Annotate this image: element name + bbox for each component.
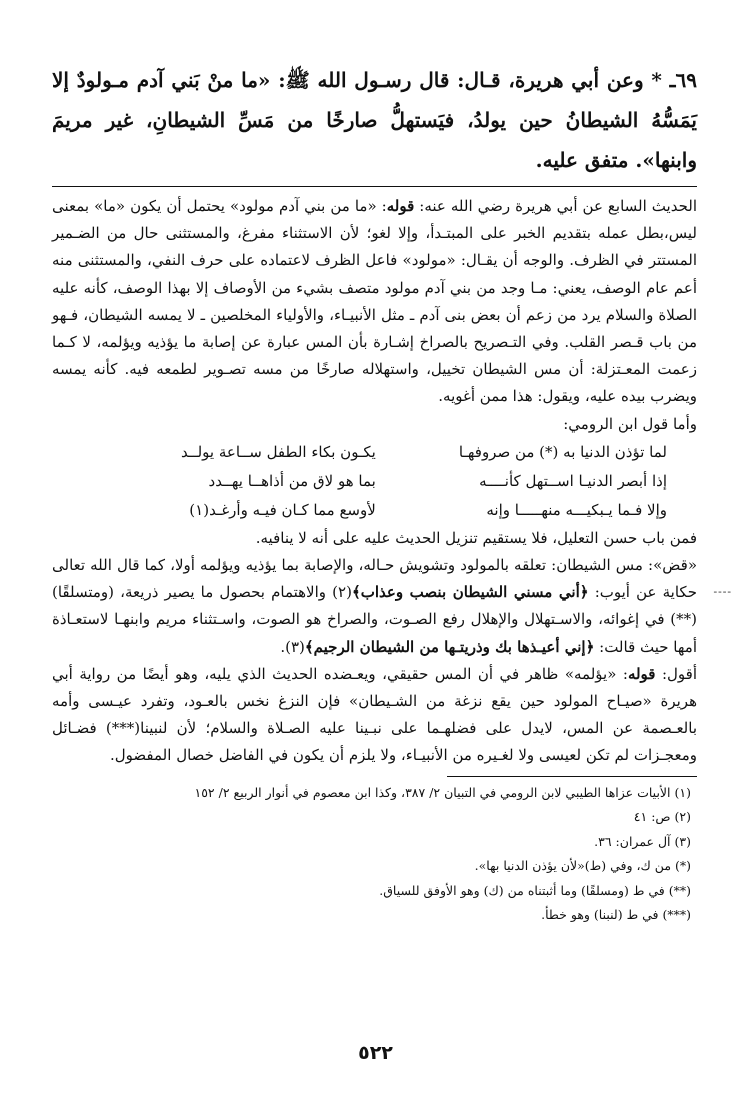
footnote: (١) الأبيات عزاها الطيبي لابن الرومي في التبيان ٢/ ٣٨٧، وكذا ابن معصوم في أنوار الربيع ٢/ ١٥٢: [194, 784, 691, 800]
page-body: [52, 60, 697, 928]
commentary-paragraph-2: فمن باب حسن التعليل، فلا يستقيم تنزيل الحديث عليه على أنه لا ينافيه.: [255, 528, 697, 547]
hemistich-second: بما هو لاق من أذاهــا يهــدد: [208, 471, 376, 490]
hemistich-second: يكـون بكاء الطفل ســاعة يولــد: [180, 442, 376, 461]
footnote: (٢) ص: ٤١: [633, 809, 691, 825]
commentary-paragraph-4: أقول: قوله: «يؤلمه» ظاهر في أن المس حقيقي، ويعـضده الحديث الذي يليه، وهو أيضًا من رواية أبي هريرة «صيـاح المولود حين يقع نزغة من الشـيطان» فإن النزغ نخس بالعـود، وتفرد عيـسى وأمه بالعـصمة عن المس، لايدل على فضلهـما على نبـينا عليه الصـلاة والسلام؛ لأن لنبينا(***) فضـائل ومعجـزات لم تكن لعيسى ولا لغـيره من الأنبيـاء، ولا يلزم أن يكون في الفاضل خصال المفضول.: [52, 664, 697, 765]
hemistich-second: لأوسع مما كـان فيـه وأرغـد(١): [189, 500, 376, 519]
verse-line: [107, 438, 667, 467]
separator-rule: [52, 186, 697, 187]
page-number: ٥٢٢: [358, 1042, 393, 1064]
margin-mark: ----: [712, 585, 731, 598]
commentary-paragraph-1: الحديث السابع عن أبي هريرة رضي الله عنه: قوله: «ما من بني آدم مولود» يحتمل أن يكون «ما» بمعنى ليس،بطل عمله بتقديم الخبر على المبتـدأ، وإلا لغو؛ لأن الاستثناء مفرغ، والمستثنى حال من الضـمير المستتر في الظرف. والوجه أن يقـال: «مولود» فاعل الظرف لاعتماده على حرف النفي، والمستثنى منه أعم عام الوصف، يعني: مـا وجد من بني آدم مولود متصف بشيء من الأوصاف إلا بهذا الوصف، كأنه عليه الصلاة والسلام يرد من زعم أن بعض بنى آدم ـ مثل الأنبيـاء، والأولياء المخلصين ـ لا يمسه الشيطان، فـهو من باب قـصر القلب. وفي التـصريح بالصراخ إشـارة بأن المس عبارة عن إصابة ما يؤذيه ويؤلمه، لا كـما زعمت المعـتزلة: أن مس الشيطان تخييل، واستهلاله صارخًا من مسه تصـوير لطمعه فيه. كأنه يمسه ويضرب بيده عليه، ويقول: هذا ممن أغويه.: [52, 197, 698, 406]
commentary: [52, 193, 697, 770]
label-qawluh: قوله: [386, 197, 415, 215]
footnotes: [52, 781, 697, 928]
label-qawluh: قوله: [627, 664, 656, 683]
hemistich-first: لما تؤذن الدنيا به (*) من صروفهـا: [458, 442, 667, 461]
hadith-text: ٦٩ـ * وعن أبي هريرة، قـال: قال رسـول الله ﷺ: «ما منْ بَني آدم مـولودٌ إلا يَمَسُّهُ الشيطانُ حين يولدُ، فيَستهلُّ صارخًا من مَسِّ الشيطانِ، غير مريمَ وابنها». متفق عليه.: [52, 68, 697, 172]
verse-line: [107, 496, 667, 525]
poem: [107, 438, 667, 525]
hemistich-first: إذا أبصر الدنيـا اســتهل كأنــــه: [479, 471, 667, 490]
quran-verse-ayyub: ﴿أني مسني الشيطان بنصب وعذاب﴾: [351, 583, 589, 602]
footnote: (٣) آل عمران: ٣٦.: [594, 833, 691, 849]
hemistich-first: وإلا فـما يـبكيـــه منهـــــا وإنه: [486, 500, 667, 519]
footnote: (***) في ط (لنبنا) وهو خطأ.: [541, 907, 691, 923]
quran-verse-imran: ﴿إني أعيـذها بك وذريتـها من الشيطان الرجيم﴾: [304, 637, 595, 656]
footnote: (**) في ط (ومسلقًا) وما أثبتناه من (ك) وهو الأوفق للسياق.: [379, 882, 691, 898]
poem-intro: وأما قول ابن الرومي:: [563, 414, 697, 433]
commentary-paragraph-3: «قض»: مس الشيطان: تعلقه بالمولود وتشويش حـاله، والإصابة بما يؤذيه ويؤلمه أولا، كما قال الله تعالى حكاية عن أيوب: ﴿أني مسني الشيطان بنصب وعذاب﴾(٢) والاهتمام بحصول ما يصير ذريعة، (ومتسلقًا)(**) في إغوائه، والاسـتهلال والإهلال رفع الصـوت، والصراخ هو الصوت، واسـتثناء مريم وابنهـا لاستعـاذة أمها حيث قالت: ﴿إني أعيـذها بك وذريتـها من الشيطان الرجيم﴾(٣).: [52, 556, 697, 656]
footnote-rule: [447, 776, 697, 777]
footnote: (*) من ك، وفي (ط)«لأن يؤذن الدنيا بها».: [474, 858, 691, 874]
verse-line: [107, 467, 667, 496]
